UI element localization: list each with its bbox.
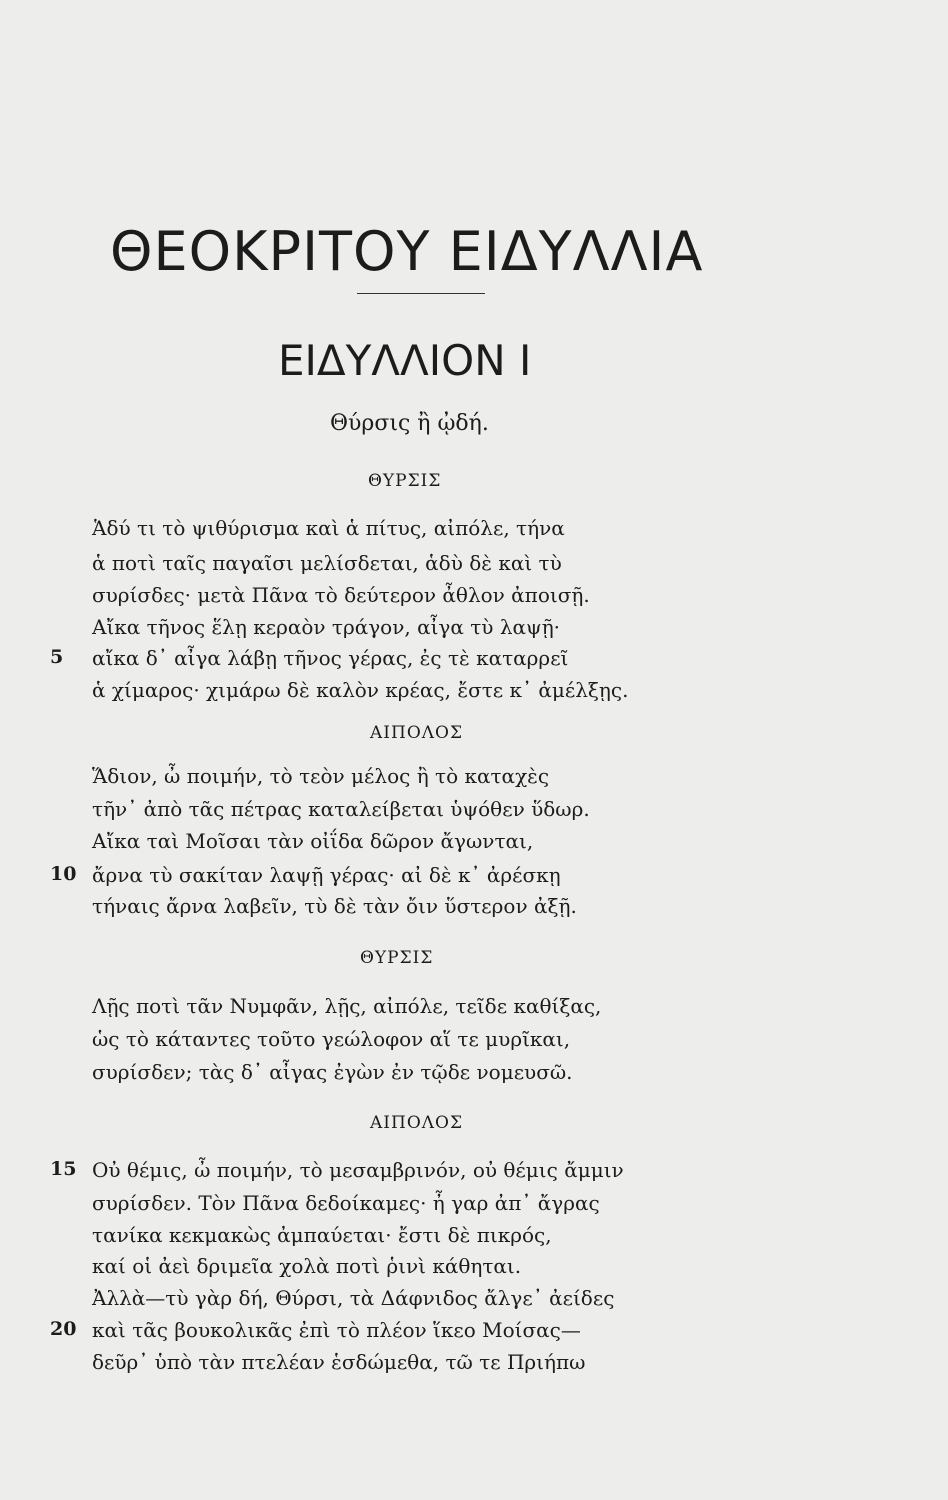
verse-line: τήναις ἄρνα λαβεῖν, τὺ δὲ τὰν ὄιν ὕστερον ἀξῇ. (92, 894, 577, 918)
verse-line: συρίσδεν; τὰς δ᾽ αἶγας ἐγὼν ἐν τῷδε νομευσῶ. (92, 1060, 573, 1084)
line-number: 20 (50, 1318, 77, 1340)
line-number: 10 (50, 863, 77, 885)
verse-line: συρίσδεν. Τὸν Πᾶνα δεδοίκαμες· ἦ γαρ ἀπ᾽ ἄγρας (92, 1191, 600, 1215)
verse-line: αἴκα δ᾽ αἶγα λάβῃ τῆνος γέρας, ἐς τὲ καταρρεῖ (92, 646, 569, 670)
poem-subtitle: Θύρσις ἢ ᾠδή. (330, 411, 489, 436)
verse-line: καί οἱ ἀεὶ δριμεῖα χολὰ ποτὶ ῥινὶ κάθηται. (92, 1254, 522, 1278)
title-rule (357, 293, 485, 294)
verse-line: τανίκα κεκμακὼς ἀμπαύεται· ἔστι δὲ πικρός, (92, 1223, 552, 1247)
verse-line: Ἁδύ τι τὸ ψιθύρισμα καὶ ἁ πίτυς, αἰπόλε, τήνα (92, 516, 565, 540)
main-title: ΘΕΟΚΡΙΤΟΥ ΕΙΔΥΛΛΙΑ (110, 220, 704, 283)
verse-line: ἄρνα τὺ σακίταν λαψῇ γέρας· αἰ δὲ κ᾽ ἀρέσκῃ (92, 863, 561, 887)
verse-line: Ἅδιον, ὦ ποιμήν, τὸ τεὸν μέλος ἢ τὸ καταχὲς (92, 764, 550, 788)
verse-line: Ἀλλὰ—τὺ γὰρ δή, Θύρσι, τὰ Δάφνιδος ἄλγε᾽ ἀείδες (92, 1286, 615, 1310)
verse-line: Οὐ θέμις, ὦ ποιμήν, τὸ μεσαμβρινόν, οὐ θέμις ἄμμιν (92, 1158, 624, 1182)
speaker-heading: ΑΙΠΟΛΟΣ (370, 1113, 463, 1133)
verse-line: Αἴκα τῆνος ἕλῃ κεραὸν τράγον, αἶγα τὺ λαψῇ· (92, 615, 561, 639)
idyll-title: ΕΙΔΥΛΛΙΟΝ Ι (278, 336, 532, 385)
verse-line: δεῦρ᾽ ὑπὸ τὰν πτελέαν ἑσδώμεθα, τῶ τε Πριήπω (92, 1350, 586, 1374)
line-number: 5 (50, 646, 64, 668)
verse-line: τῆν᾽ ἀπὸ τᾶς πέτρας καταλείβεται ὑψόθεν ὕδωρ. (92, 797, 590, 821)
line-number: 15 (50, 1158, 77, 1180)
verse-line: ἁ χίμαρος· χιμάρω δὲ καλὸν κρέας, ἔστε κ᾽ ἀμέλξῃς. (92, 678, 629, 702)
speaker-heading: ΘΥΡΣΙΣ (368, 471, 442, 491)
verse-line: ἁ ποτὶ ταῖς παγαῖσι μελίσδεται, ἁδὺ δὲ καὶ τὺ (92, 551, 562, 575)
verse-line: ὡς τὸ κάταντες τοῦτο γεώλοφον αἵ τε μυρῖκαι, (92, 1027, 571, 1051)
speaker-heading: ΑΙΠΟΛΟΣ (370, 723, 463, 743)
verse-line: Λῇς ποτὶ τᾶν Νυμφᾶν, λῇς, αἰπόλε, τεῖδε καθίξας, (92, 994, 602, 1018)
speaker-heading: ΘΥΡΣΙΣ (360, 948, 434, 968)
verse-line: καὶ τᾶς βουκολικᾶς ἐπὶ τὸ πλέον ἵκεο Μοίσας— (92, 1318, 581, 1342)
verse-line: Αἴκα ταὶ Μοῖσαι τὰν οἰΐδα δῶρον ἄγωνται, (92, 829, 534, 853)
verse-line: συρίσδες· μετὰ Πᾶνα τὸ δεύτερον ἆθλον ἀποισῇ. (92, 583, 590, 607)
